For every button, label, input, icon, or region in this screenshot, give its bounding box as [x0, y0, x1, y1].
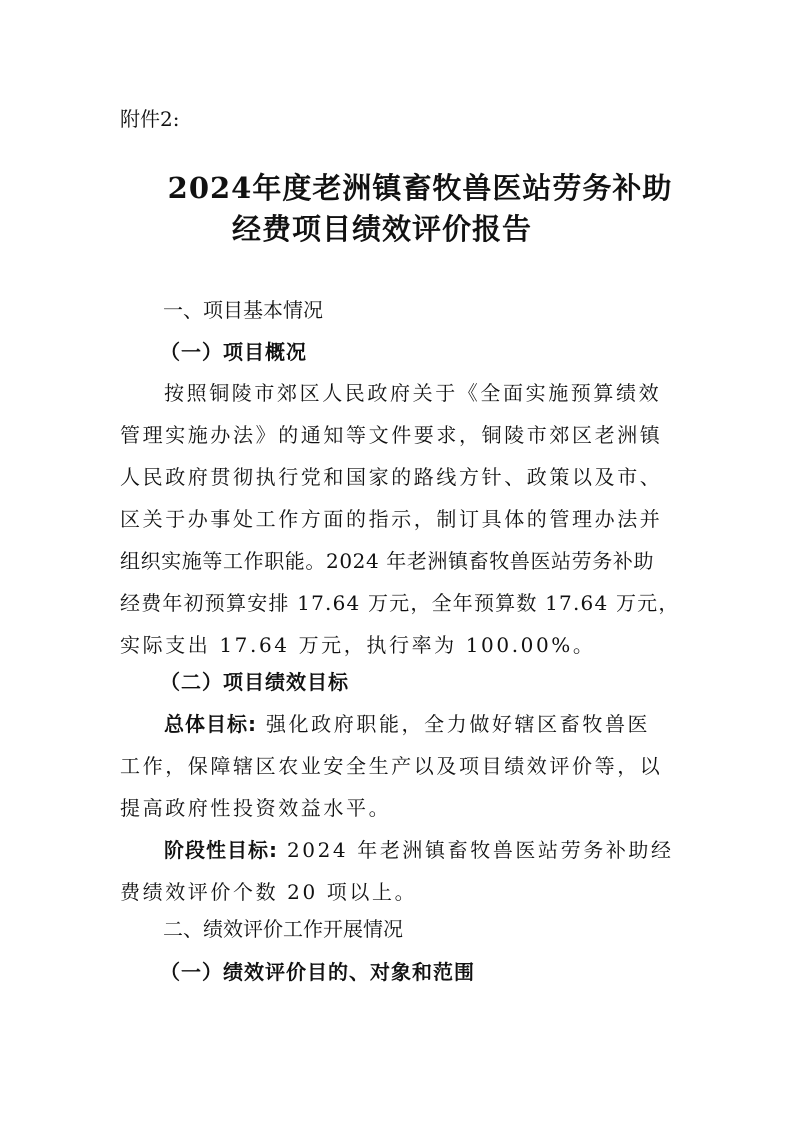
paragraph-line: 经费年初预算安排 17.64 万元，全年预算数 17.64 万元，	[120, 591, 680, 615]
stage-goal-label: 阶段性目标:	[164, 838, 278, 862]
stage-goal-text: 2024 年老洲镇畜牧兽医站劳务补助经	[278, 838, 674, 862]
paragraph-line: 提高政府性投资效益水平。	[120, 796, 392, 820]
overall-goal-label: 总体目标:	[164, 712, 257, 736]
subsection-heading-evaluation-scope: （一）绩效评价目的、对象和范围	[160, 960, 475, 984]
paragraph-line: 区关于办事处工作方面的指示，制订具体的管理办法并	[120, 507, 663, 531]
report-title-line-1: 2024年度老洲镇畜牧兽医站劳务补助	[167, 171, 673, 205]
paragraph-line: 人民政府贯彻执行党和国家的路线方针、政策以及市、	[120, 465, 663, 489]
paragraph-line: 费绩效评价个数 20 项以上。	[120, 880, 418, 904]
subsection-heading-performance-goals: （二）项目绩效目标	[160, 670, 349, 694]
report-title-line-2: 经费项目绩效评价报告	[232, 212, 533, 246]
paragraph-line	[120, 829, 688, 871]
overview-paragraph	[120, 372, 688, 666]
paragraph-line: 工作，保障辖区农业安全生产以及项目绩效评价等，以	[120, 754, 663, 778]
section-heading-evaluation-work: 二、绩效评价工作开展情况	[163, 917, 403, 941]
stage-goal-paragraph	[120, 829, 688, 913]
paragraph-line	[120, 703, 688, 745]
paragraph-line: 实际支出 17.64 万元，执行率为 100.00%。	[120, 633, 596, 657]
paragraph-line: 管理实施办法》的通知等文件要求，铜陵市郊区老洲镇	[120, 423, 663, 447]
attachment-label: 附件2:	[120, 107, 180, 131]
subsection-heading-overview: （一）项目概况	[160, 340, 307, 364]
overall-goal-text: 强化政府职能，全力做好辖区畜牧兽医	[257, 712, 651, 736]
paragraph-line: 组织实施等工作职能。2024 年老洲镇畜牧兽医站劳务补助	[120, 549, 655, 573]
section-heading-basic-info: 一、项目基本情况	[163, 298, 323, 322]
overall-goal-paragraph	[120, 703, 688, 829]
paragraph-line: 按照铜陵市郊区人民政府关于《全面实施预算绩效	[164, 381, 662, 405]
